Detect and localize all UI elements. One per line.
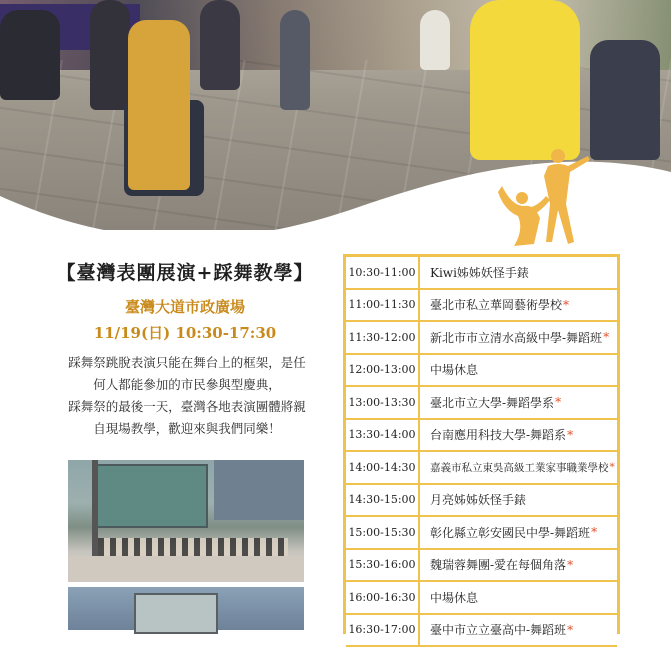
dancer-silhouette-icon bbox=[494, 146, 594, 248]
hero-dancer bbox=[90, 0, 130, 110]
schedule-time: 11:00-11:30 bbox=[346, 290, 420, 321]
plaza-screen bbox=[134, 593, 218, 634]
schedule-row bbox=[346, 550, 617, 583]
schedule-table bbox=[343, 254, 620, 634]
schedule-performer bbox=[430, 322, 613, 353]
schedule-time: 14:00-14:30 bbox=[346, 452, 420, 483]
schedule-time: 13:00-13:30 bbox=[346, 387, 420, 418]
event-datetime: 11/19(日) 10:30-17:30 bbox=[30, 322, 340, 343]
event-description bbox=[62, 352, 312, 440]
schedule-performer bbox=[430, 615, 613, 646]
performer-name: 新北市市立清水高級中學-舞蹈班 bbox=[430, 329, 602, 346]
description-line: 何人都能參加的市民參與型慶典， bbox=[62, 374, 312, 396]
hero-dancer-left bbox=[0, 10, 60, 100]
star-mark: * bbox=[567, 558, 573, 572]
schedule-time: 12:00-13:00 bbox=[346, 355, 420, 386]
hero-dancer bbox=[280, 10, 310, 110]
schedule-performer bbox=[430, 420, 613, 451]
schedule-row bbox=[346, 290, 617, 323]
page-title: 【臺灣表團展演+踩舞教學】 bbox=[30, 258, 340, 285]
schedule-time: 15:00-15:30 bbox=[346, 517, 420, 548]
stage-photo bbox=[68, 460, 304, 582]
schedule-performer bbox=[430, 485, 613, 516]
star-mark: * bbox=[563, 298, 569, 312]
schedule-time: 16:00-16:30 bbox=[346, 582, 420, 613]
schedule-row bbox=[346, 387, 617, 420]
schedule-performer bbox=[430, 550, 613, 581]
schedule-row bbox=[346, 420, 617, 453]
schedule-row bbox=[346, 582, 617, 615]
stage-floor bbox=[68, 556, 304, 582]
performer-name: 嘉義市私立東吳高級工業家事職業學校 bbox=[430, 460, 609, 475]
schedule-row bbox=[346, 452, 617, 485]
description-line: 踩舞祭的最後一天，臺灣各地表演團體將親 bbox=[62, 396, 312, 418]
schedule-performer bbox=[430, 387, 613, 418]
schedule-row bbox=[346, 485, 617, 518]
performer-name: 中場休息 bbox=[430, 589, 478, 606]
schedule-performer bbox=[430, 517, 613, 548]
performer-name: Kiwi姊姊妖怪手錶 bbox=[430, 264, 529, 281]
description-line: 自現場教學，歡迎來與我們同樂！ bbox=[62, 418, 312, 440]
building bbox=[214, 460, 304, 520]
stage-screen bbox=[94, 464, 208, 528]
schedule-row bbox=[346, 615, 617, 647]
performer-name: 彰化縣立彰安國民中學-舞蹈班 bbox=[430, 524, 590, 541]
hero-yellow-shirt-person bbox=[470, 0, 580, 160]
schedule-time: 14:30-15:00 bbox=[346, 485, 420, 516]
star-mark: * bbox=[567, 623, 573, 637]
performer-name: 臺北市私立華岡藝術學校 bbox=[430, 296, 562, 313]
venue-name: 臺灣大道市政廣場 bbox=[30, 296, 340, 317]
schedule-performer bbox=[430, 452, 613, 483]
schedule-time: 15:30-16:00 bbox=[346, 550, 420, 581]
performer-name: 臺北市立大學-舞蹈學系 bbox=[430, 394, 554, 411]
star-mark: * bbox=[591, 525, 597, 539]
hero-dancer bbox=[200, 0, 240, 90]
schedule-time: 16:30-17:00 bbox=[346, 615, 420, 646]
performer-name: 中場休息 bbox=[430, 361, 478, 378]
description-line: 踩舞祭跳脫表演只能在舞台上的框架，是任 bbox=[62, 352, 312, 374]
schedule-time: 13:30-14:00 bbox=[346, 420, 420, 451]
performer-name: 臺中市立立臺高中-舞蹈班 bbox=[430, 621, 566, 638]
star-mark: * bbox=[567, 428, 573, 442]
schedule-time: 10:30-11:00 bbox=[346, 257, 420, 288]
star-mark: * bbox=[603, 330, 609, 344]
schedule-row bbox=[346, 257, 617, 290]
schedule-time: 11:30-12:00 bbox=[346, 322, 420, 353]
schedule-row bbox=[346, 517, 617, 550]
schedule-performer bbox=[430, 290, 613, 321]
star-mark: * bbox=[555, 395, 561, 409]
star-mark: * bbox=[610, 461, 615, 473]
hero-spectator bbox=[590, 40, 660, 160]
schedule-row bbox=[346, 322, 617, 355]
hero-dancer bbox=[420, 10, 450, 70]
schedule-performer bbox=[430, 257, 613, 288]
schedule-row bbox=[346, 355, 617, 388]
schedule-performer bbox=[430, 355, 613, 386]
performer-name: 台南應用科技大學-舞蹈系 bbox=[430, 426, 566, 443]
plaza-photo bbox=[68, 587, 304, 630]
performer-name: 魏瑞蓉舞團-愛在每個角落 bbox=[430, 556, 566, 573]
schedule-performer bbox=[430, 582, 613, 613]
performer-name: 月亮姊姊妖怪手錶 bbox=[430, 491, 526, 508]
